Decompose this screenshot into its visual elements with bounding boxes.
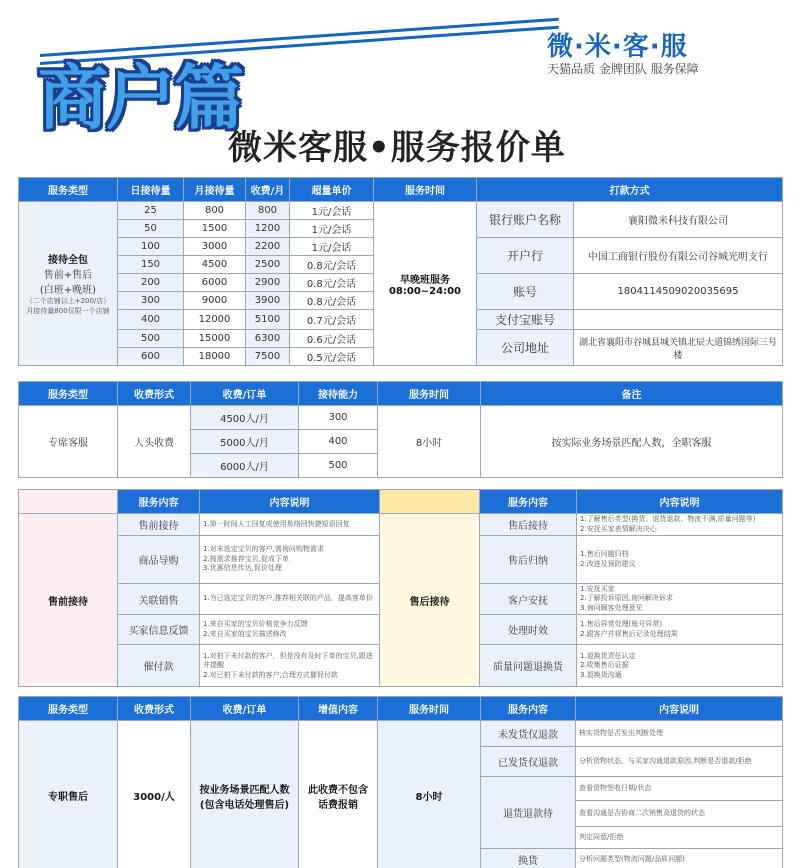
- desc: 1.售后异常处理(账号异常) 2.跟客户并将售后记录处理结果: [577, 615, 783, 645]
- desc: 1.第一时间人工回复或使用易络回快捷短语回复: [200, 514, 380, 536]
- col-header: 服务类型: [19, 382, 118, 406]
- desc: 分析问题类型(物流问题/品质问题): [576, 849, 783, 868]
- cell: 0.7元/会话: [290, 310, 374, 330]
- cell: 2500: [246, 256, 290, 274]
- cell: 6300: [246, 330, 290, 348]
- col-header: 增值内容: [299, 697, 378, 721]
- price-table-aftersale: [18, 696, 783, 868]
- desc: 判定同意/拒绝: [576, 827, 783, 849]
- col-header: 服务内容: [481, 697, 576, 721]
- cell: 150: [118, 256, 184, 274]
- pay-value: 中国工商银行股份有限公司谷城光明支行: [574, 238, 783, 274]
- col-header: 内容说明: [576, 697, 783, 721]
- cell: 4500: [184, 256, 246, 274]
- col-header: 收费形式: [118, 697, 191, 721]
- col-header: 服务内容: [118, 490, 200, 514]
- cell: 800: [184, 202, 246, 220]
- desc: 1.对拍下未付款的客户，但是没有及时下单的宝贝,跟进并提醒 2.对已拍下未付款的客户,合理方式催促付款: [200, 645, 380, 687]
- col-header: 收费/订单: [191, 697, 299, 721]
- service-content-table: [18, 489, 783, 687]
- brand-name: 微·米·客·服: [547, 32, 688, 62]
- service-sub: 售前+售后: [43, 270, 93, 281]
- col-header: 服务类型: [19, 178, 118, 202]
- cell: 0.6元/会话: [290, 330, 374, 348]
- cell: 0.8元/会话: [290, 256, 374, 274]
- col-header: 收费/月: [246, 178, 290, 202]
- extra-line: 此收费不包含: [308, 784, 368, 796]
- col-header: 月接待量: [184, 178, 246, 202]
- cell: 12000: [184, 310, 246, 330]
- cell: 4500人/月: [191, 406, 299, 430]
- desc: 查看货物签收日期/状态: [576, 777, 783, 801]
- main-title: 微米客服•服务报价单: [228, 128, 566, 168]
- cell: 1元/会话: [290, 220, 374, 238]
- desc: 1.售后问题归档 2.改进及预防建议: [577, 536, 783, 584]
- cell: 催付款: [118, 645, 200, 687]
- cell: 500: [118, 330, 184, 348]
- type-cell: 专职售后: [19, 721, 118, 868]
- col-header: 日接待量: [118, 178, 184, 202]
- cell: 1元/会话: [290, 238, 374, 256]
- cell: 25: [118, 202, 184, 220]
- pay-value: 湖北省襄阳市谷城县城关镇北辰大道锦绣国际三号楼: [574, 330, 783, 366]
- time-cell: 8小时: [378, 721, 481, 868]
- cell: 100: [118, 238, 184, 256]
- cell: 500: [299, 454, 378, 478]
- cell: 5100: [246, 310, 290, 330]
- cell: 1500: [184, 220, 246, 238]
- cell: 6000人/月: [191, 454, 299, 478]
- cell: 50: [118, 220, 184, 238]
- pay-label: 支付宝账号: [477, 310, 574, 330]
- cell: 18000: [184, 348, 246, 366]
- blank-header: [19, 490, 118, 514]
- cell: 已发货仅退款: [481, 747, 576, 777]
- cell: 9000: [184, 292, 246, 310]
- type-cell: 专席客服: [19, 406, 118, 478]
- desc: 1.为已选定宝贝的客户,推荐相关联的产品，提高客单价: [200, 584, 380, 615]
- pay-label: 公司地址: [477, 330, 574, 366]
- col-header: 收费/订单: [191, 382, 299, 406]
- cell: 600: [118, 348, 184, 366]
- header: [0, 0, 800, 176]
- pay-label: 账号: [477, 274, 574, 310]
- cell: 换货: [481, 849, 576, 868]
- col-header: 服务类型: [19, 697, 118, 721]
- col-header: 服务时间: [374, 178, 477, 202]
- cell: 0.5元/会话: [290, 348, 374, 366]
- time-label: 早晚班服务: [400, 274, 450, 286]
- cell: 300: [299, 406, 378, 430]
- cell: 商品导购: [118, 536, 200, 584]
- fee-line: 按业务场景匹配人数: [199, 784, 290, 796]
- price-cell: 3000/人: [118, 721, 191, 868]
- cell: 7500: [246, 348, 290, 366]
- cell: 1元/会话: [290, 202, 374, 220]
- service-note: （二个店铺以上+200/店）: [25, 297, 111, 305]
- cell: 质量问题退换货: [480, 645, 577, 687]
- cell: 300: [118, 292, 184, 310]
- note-cell: 按实际业务场景匹配人数，全职客服: [481, 406, 783, 478]
- desc: 核实货物是否发出判断处理: [576, 721, 783, 747]
- cell: 1200: [246, 220, 290, 238]
- form-cell: 人头收费: [118, 406, 191, 478]
- cell: 售前接待: [118, 514, 200, 536]
- cell: 6000: [184, 274, 246, 292]
- col-header: 服务时间: [378, 697, 481, 721]
- time-value: 08:00~24:00: [388, 285, 462, 297]
- col-header: 超量单价: [290, 178, 374, 202]
- cell: 2200: [246, 238, 290, 256]
- desc: 1.退换货责任认定 2.收集售后证据 3.退换货沟通: [577, 645, 783, 687]
- desc: 查看沟通是否协商二次销售及退货的状态: [576, 801, 783, 827]
- cell: 5000人/月: [191, 430, 299, 454]
- service-note: 月接待量800仅限一个店铺: [26, 307, 110, 315]
- desc: 1.安抚买家 2.了解投诉原因,询问解决诉求 3.询问顾客处理意见: [577, 584, 783, 615]
- extra-line: 话费报销: [318, 799, 358, 811]
- col-header: 服务时间: [378, 382, 481, 406]
- cell: 3900: [246, 292, 290, 310]
- cell: 800: [246, 202, 290, 220]
- cell: 未发货仅退款: [481, 721, 576, 747]
- service-time-cell: [374, 202, 477, 366]
- cell: 客户安抚: [480, 584, 577, 615]
- pay-value: [574, 310, 783, 330]
- blank-header: [380, 490, 480, 514]
- cell: 2900: [246, 274, 290, 292]
- time-cell: 8小时: [378, 406, 481, 478]
- service-type-cell: [19, 202, 118, 366]
- desc: 1.对未选定宝贝的客户,需询问购物需求 2.按需求推荐宝贝,促成下单 3.优惠信息传达,促价处理: [200, 536, 380, 584]
- aftersale-label: 售后接待: [380, 514, 480, 687]
- col-header: 内容说明: [577, 490, 783, 514]
- col-header: 备注: [481, 382, 783, 406]
- cell: 处理时效: [480, 615, 577, 645]
- extra-cell: [299, 721, 378, 868]
- cell: 200: [118, 274, 184, 292]
- col-header: 收费形式: [118, 382, 191, 406]
- desc: 分析货物状态，与买家沟通退款原因,判断是否退款/拒绝: [576, 747, 783, 777]
- pay-label: 开户行: [477, 238, 574, 274]
- fee-cell: [191, 721, 299, 868]
- col-header: 内容说明: [200, 490, 380, 514]
- fee-line: (包含电话处理售后): [199, 799, 290, 811]
- pay-value: 襄阳微米科技有限公司: [574, 202, 783, 238]
- desc: 1.了解售后类型(换货、退货退款、物流不满,质量问题等) 2.安抚买家表情解决决心: [577, 514, 783, 536]
- service-sub: (白班+晚班): [39, 285, 97, 296]
- cell: 400: [299, 430, 378, 454]
- pay-value: 1804114509020035695: [574, 274, 783, 310]
- cell: 0.8元/会话: [290, 274, 374, 292]
- price-table-full: [18, 177, 783, 366]
- col-header: 服务内容: [480, 490, 577, 514]
- desc: 1.来自买家的宝贝价格竞争力反馈 2.来自买家的宝贝描述修改: [200, 615, 380, 645]
- presale-label: 售前接待: [19, 514, 118, 687]
- service-name: 接待全包: [48, 255, 88, 266]
- cell: 3000: [184, 238, 246, 256]
- price-table-dedicated: [18, 381, 783, 478]
- col-header: 接待能力: [299, 382, 378, 406]
- cell: 售后归纳: [480, 536, 577, 584]
- cell: 买家信息反馈: [118, 615, 200, 645]
- cell: 退货退款待: [481, 777, 576, 849]
- cell: 关联销售: [118, 584, 200, 615]
- cell: 400: [118, 310, 184, 330]
- big-title: 商户篇: [38, 57, 242, 139]
- cell: 0.8元/会话: [290, 292, 374, 310]
- cell: 售后接待: [480, 514, 577, 536]
- col-header: 打款方式: [477, 178, 783, 202]
- brand-slogan: 天猫品质 金牌团队 服务保障: [547, 62, 699, 76]
- pay-label: 银行账户名称: [477, 202, 574, 238]
- cell: 15000: [184, 330, 246, 348]
